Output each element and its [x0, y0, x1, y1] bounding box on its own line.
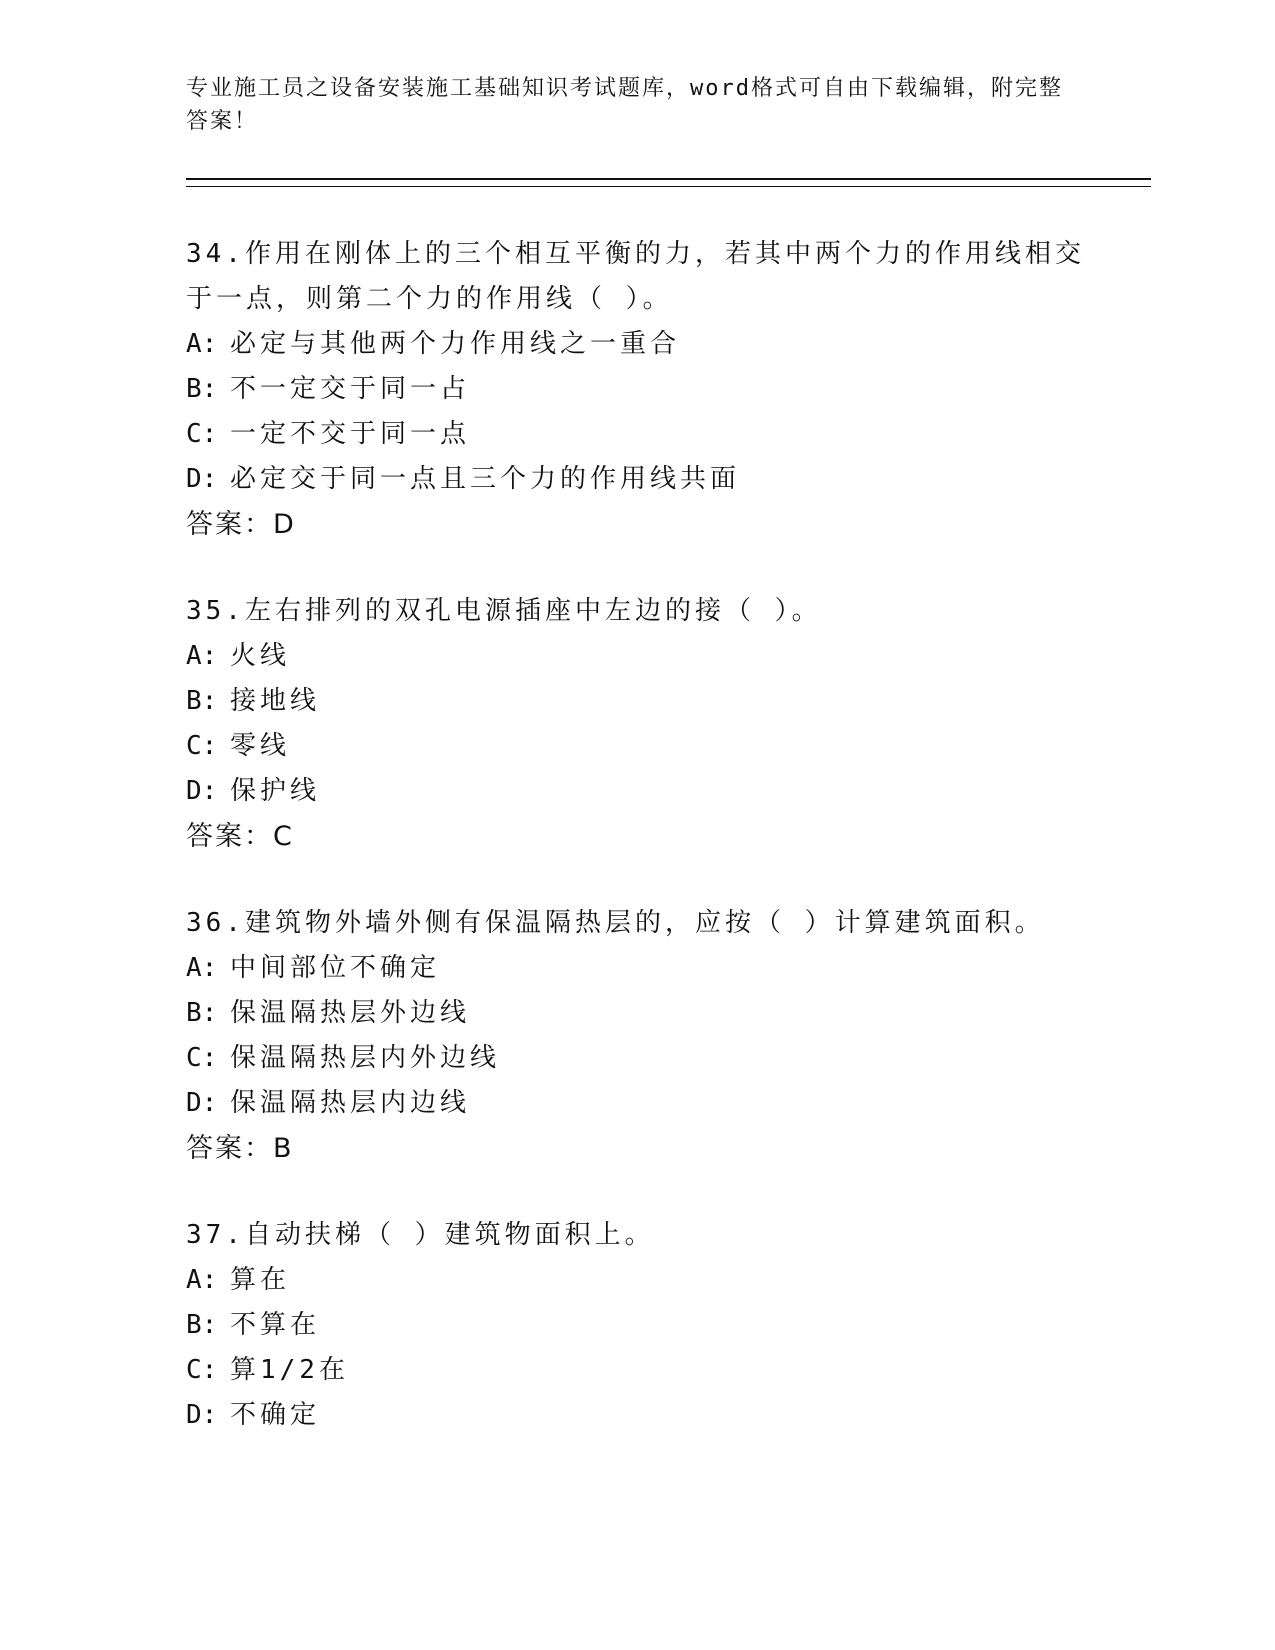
option-text: 算在	[230, 1265, 291, 1295]
option-c	[186, 1348, 1086, 1393]
option-key: D:	[186, 776, 218, 806]
option-key: D:	[186, 1400, 218, 1430]
option-key: B:	[186, 998, 218, 1028]
option-d	[186, 1081, 1086, 1126]
option-text: 保温隔热层内外边线	[230, 1043, 501, 1073]
question-37	[186, 1213, 1086, 1438]
option-c	[186, 724, 1086, 769]
option-a	[186, 634, 1086, 679]
page-header	[186, 72, 1066, 138]
document-title: 专业施工员之设备安装施工基础知识考试题库，word格式可自由下载编辑，附完整答案！	[186, 76, 1063, 134]
answer-line: 答案：B	[186, 1133, 294, 1164]
question-35	[186, 589, 1086, 859]
question-list	[186, 232, 1086, 1480]
option-text: 必定与其他两个力作用线之一重合	[230, 329, 681, 359]
question-stem: 36.建筑物外墙外侧有保温隔热层的，应按（ ）计算建筑面积。	[186, 908, 1045, 938]
option-d	[186, 1393, 1086, 1438]
option-key: C:	[186, 1043, 218, 1073]
option-d	[186, 769, 1086, 814]
option-key: B:	[186, 1310, 218, 1340]
question-34	[186, 232, 1086, 547]
option-text: 火线	[230, 641, 291, 671]
option-c	[186, 1036, 1086, 1081]
option-text: 不确定	[230, 1400, 321, 1430]
option-c	[186, 412, 1086, 457]
option-b	[186, 991, 1086, 1036]
option-a	[186, 322, 1086, 367]
option-b	[186, 367, 1086, 412]
option-text: 零线	[230, 731, 291, 761]
option-b	[186, 1303, 1086, 1348]
option-text: 保温隔热层内边线	[230, 1088, 471, 1118]
option-key: B:	[186, 686, 218, 716]
question-stem: 35.左右排列的双孔电源插座中左边的接（ ）。	[186, 596, 822, 626]
option-a	[186, 1258, 1086, 1303]
option-key: C:	[186, 731, 218, 761]
question-stem: 34.作用在刚体上的三个相互平衡的力，若其中两个力的作用线相交于一点，则第二个力的作用线（ ）。	[186, 239, 1085, 314]
option-a	[186, 946, 1086, 991]
option-key: D:	[186, 1088, 218, 1118]
option-text: 一定不交于同一点	[230, 419, 471, 449]
option-key: D:	[186, 464, 218, 494]
answer-line: 答案：C	[186, 821, 294, 852]
answer-line: 答案：D	[186, 509, 296, 540]
option-key: A:	[186, 329, 218, 359]
option-text: 不一定交于同一占	[230, 374, 471, 404]
option-text: 算1/2在	[230, 1355, 349, 1385]
option-text: 保护线	[230, 776, 321, 806]
option-key: B:	[186, 374, 218, 404]
option-b	[186, 679, 1086, 724]
option-text: 中间部位不确定	[230, 953, 441, 983]
option-key: C:	[186, 1355, 218, 1385]
header-divider	[186, 178, 1151, 187]
option-d	[186, 457, 1086, 502]
question-36	[186, 901, 1086, 1171]
option-key: A:	[186, 1265, 218, 1295]
question-stem: 37.自动扶梯（ ）建筑物面积上。	[186, 1220, 655, 1250]
option-text: 不算在	[230, 1310, 321, 1340]
option-text: 接地线	[230, 686, 321, 716]
option-key: A:	[186, 641, 218, 671]
option-text: 必定交于同一点且三个力的作用线共面	[230, 464, 741, 494]
option-key: A:	[186, 953, 218, 983]
option-text: 保温隔热层外边线	[230, 998, 471, 1028]
option-key: C:	[186, 419, 218, 449]
